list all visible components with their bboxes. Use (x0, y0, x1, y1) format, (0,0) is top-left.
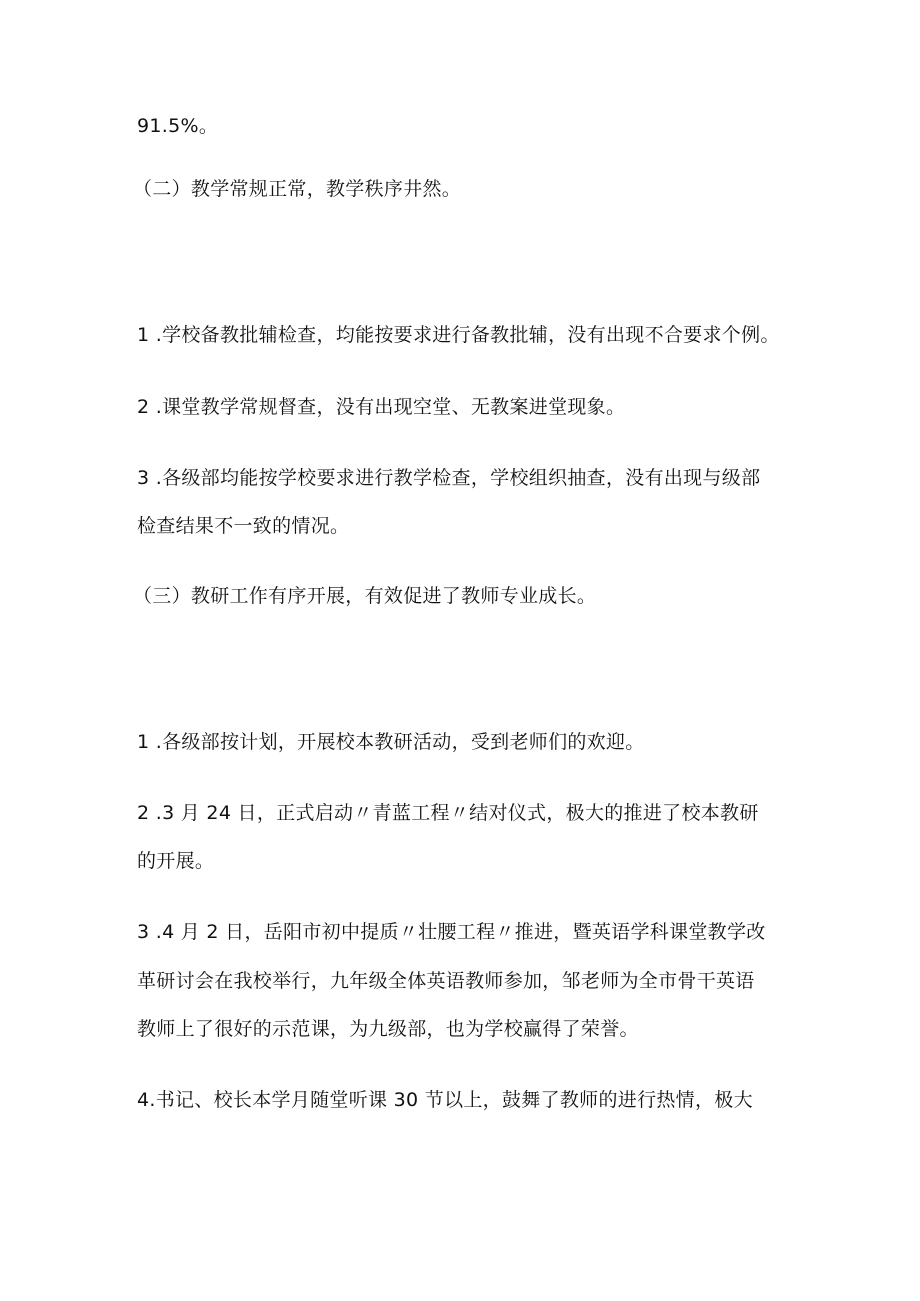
list-item-continuation: 检查结果不一致的情况。 (137, 515, 350, 537)
section-heading: （二）教学常规正常，教学秩序井然。 (133, 178, 462, 200)
list-item: 1 .学校备教批辅检查，均能按要求进行备教批辅，没有出现不合要求个例。 (137, 324, 780, 346)
paragraph-text: 91.5%。 (137, 115, 219, 137)
list-item: 3 .4 月 2 日，岳阳市初中提质〃壮腰工程〃推进，暨英语学科课堂教学改 (137, 921, 766, 943)
list-item: 1 .各级部按计划，开展校本教研活动，受到老师们的欢迎。 (137, 731, 645, 753)
list-item: 2 .3 月 24 日，正式启动〃青蓝工程〃结对仪式，极大的推进了校本教研 (137, 802, 759, 824)
list-item-continuation: 的开展。 (137, 850, 215, 872)
list-item: 4.书记、校长本学月随堂听课 30 节以上，鼓舞了教师的进行热情，极大 (137, 1089, 753, 1111)
list-item: 3 .各级部均能按学校要求进行教学检查，学校组织抽查，没有出现与级部 (137, 467, 761, 489)
list-item: 2 .课堂教学常规督查，没有出现空堂、无教案进堂现象。 (137, 396, 626, 418)
list-item-continuation: 教师上了很好的示范课，为九级部，也为学校赢得了荣誉。 (137, 1018, 639, 1040)
section-heading: （三）教研工作有序开展，有效促进了教师专业成长。 (133, 585, 597, 607)
list-item-continuation: 革研讨会在我校举行，九年级全体英语教师参加，邹老师为全市骨干英语 (137, 970, 755, 992)
